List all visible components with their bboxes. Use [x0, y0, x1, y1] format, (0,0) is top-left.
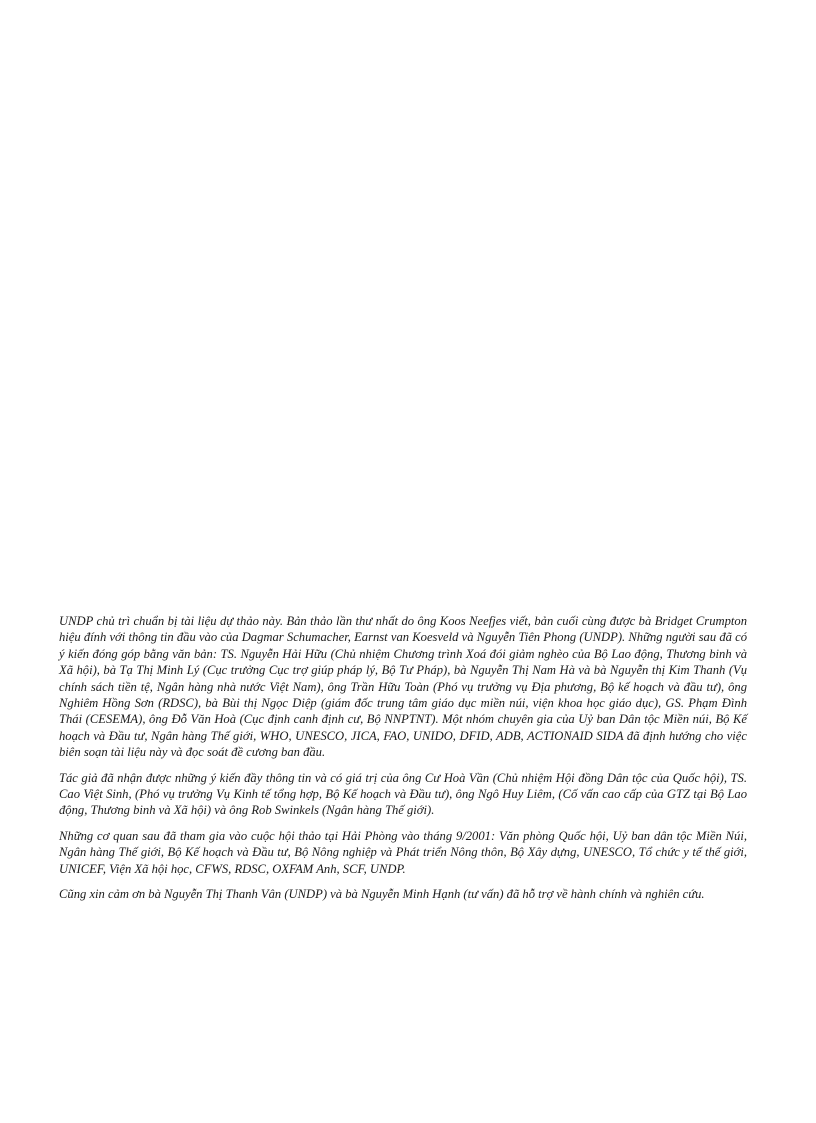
acknowledgement-paragraph: Những cơ quan sau đã tham gia vào cuộc hội thảo tại Hải Phòng vào tháng 9/2001: Văn phòng Quốc hội, Uỷ ban dân tộc Miền Núi, Ngân hàng Thế giới, Bộ Kế hoạch và Đầu tư, Bộ Nông nghiệp và Phát triển Nông thôn, Bộ Xây dựng, UNESCO, Tổ chức y tế thế giới, UNICEF, Viện Xã hội học, CFWS, RDSC, OXFAM Anh, SCF, UNDP. — [59, 828, 747, 876]
acknowledgement-paragraph: Cũng xin cảm ơn bà Nguyễn Thị Thanh Vân (UNDP) và bà Nguyễn Minh Hạnh (tư vấn) đã hỗ trợ về hành chính và nghiên cứu. — [59, 887, 705, 902]
acknowledgement-paragraph: UNDP chủ trì chuẩn bị tài liệu dự thảo này. Bản thảo lần thư nhất do ông Koos Neefjes viết, bản cuối cùng được bà Bridget Crumpton hiệu đính với thông tin đầu vào của Dagmar Schumacher, Earnst van Koesveld và Nguyễn Tiên Phong (UNDP). Những người sau đã có ý kiến đóng góp bằng văn bản: TS. Nguyễn Hải Hữu (Chủ nhiệm Chương trình Xoá đói giảm nghèo của Bộ Lao động, Thương binh và Xã hội), bà Tạ Thị Minh Lý (Cục trưởng Cục trợ giúp pháp lý, Bộ Tư Pháp), bà Nguyễn Thị Nam Hà và bà Nguyễn thị Kim Thanh (Vụ chính sách tiền tệ, Ngân hàng nhà nước Việt Nam), ông Trần Hữu Toàn (Phó vụ trưởng vụ Địa phương, Bộ kế hoạch và đầu tư), ông Nghiêm Hồng Sơn (RDSC), bà Bùi thị Ngọc Diệp (giám đốc trung tâm giáo dục miền núi, viện khoa học giáo dục), GS. Phạm Đình Thái (CESEMA), ông Đỗ Văn Hoà (Cục định canh định cư, Bộ NNPTNT). Một nhóm chuyên gia của Uỷ ban Dân tộc Miền núi, Bộ Kế hoạch và Đầu tư, Ngân hàng Thế giới, WHO, UNESCO, JICA, FAO, UNIDO, DFID, ADB, ACTIONAID SIDA đã định hướng cho việc biên soạn tài liệu này và đọc soát đề cương ban đầu. — [59, 614, 747, 760]
acknowledgement-paragraph: Tác giả đã nhận được những ý kiến đầy thông tin và có giá trị của ông Cư Hoà Vần (Chủ nhiệm Hội đồng Dân tộc của Quốc hội), TS. Cao Việt Sinh, (Phó vụ trưởng Vụ Kinh tế tổng hợp, Bộ Kế hoạch và Đầu tư), ông Ngô Huy Liêm, (Cố vấn cao cấp của GTZ tại Bộ Lao động, Thương binh và Xã hội) và ông Rob Swinkels (Ngân hàng Thế giới). — [59, 770, 747, 818]
acknowledgements-section — [59, 613, 747, 912]
